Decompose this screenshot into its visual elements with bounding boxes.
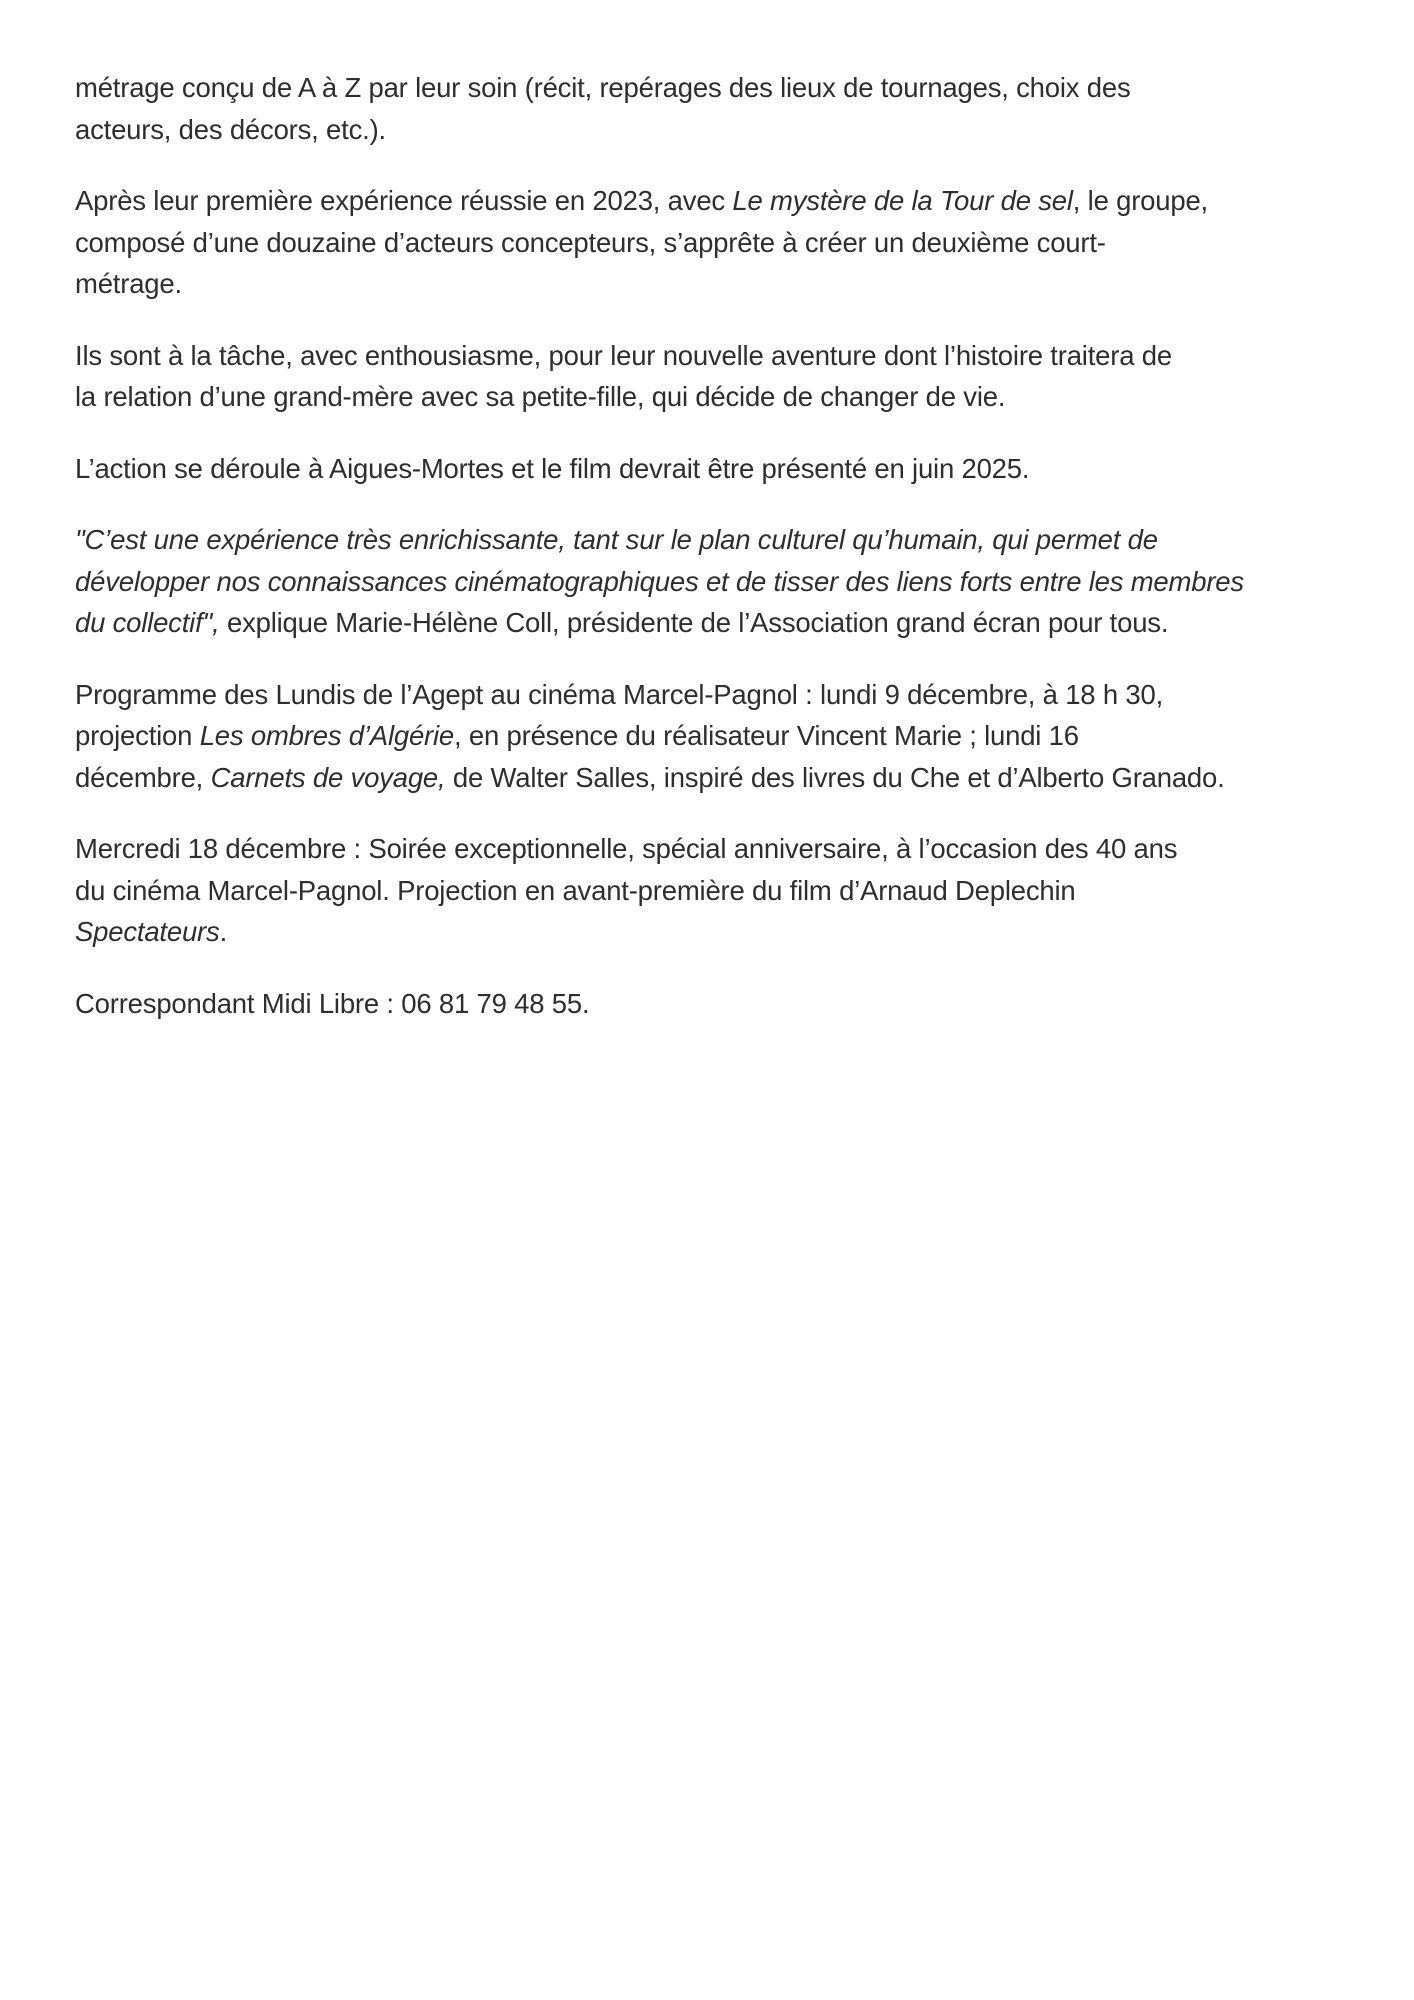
text-line (75, 674, 1367, 716)
film-title-le-mystere: Le mystère de la Tour de sel (732, 185, 1073, 216)
paragraph-programme-lundis (75, 674, 1367, 799)
quote-text: du collectif", (75, 607, 220, 638)
paragraph-premiere-experience (75, 180, 1367, 305)
text-segment: explique Marie-Hélène Coll, présidente de l’Association grand écran pour tous. (219, 607, 1169, 638)
paragraph-citation (75, 519, 1367, 644)
text-line (75, 602, 1367, 644)
text-segment: projection (75, 720, 200, 751)
film-title-carnets-de-voyage: Carnets de voyage, (210, 761, 446, 793)
paragraph-metrage (75, 67, 1367, 150)
film-title-les-ombres: Les ombres d’Algérie (199, 720, 455, 751)
text-segment: Mercredi 18 décembre : Soirée exceptionnelle, spécial anniversaire, à l’occasion des 40 ans (75, 833, 1178, 864)
text-segment: métrage conçu de A à Z par leur soin (récit, repérages des lieux de tournages, choix des (75, 72, 1131, 103)
text-segment: Ils sont à la tâche, avec enthousiasme, pour leur nouvelle aventure dont l’histoire traitera de (75, 339, 1172, 371)
text-segment: Après leur première expérience réussie en 2023, avec (75, 185, 733, 216)
quote-text: développer nos connaissances cinématographiques et de tisser des liens forts entre les membres (75, 565, 1244, 597)
text-segment: décembre, (75, 761, 211, 793)
text-segment: . (219, 916, 228, 947)
text-segment: du cinéma Marcel-Pagnol. Projection en avant-première du film d’Arnaud Deplechin (75, 874, 1076, 906)
text-line (75, 519, 1367, 561)
quote-text: "C’est une expérience très enrichissante, tant sur le plan culturel qu’humain, qui permet de (75, 524, 1158, 555)
paragraph-nouvelle-aventure (75, 335, 1367, 418)
text-segment: , en présence du réalisateur Vincent Marie ; lundi 16 (454, 720, 1079, 751)
text-line (75, 870, 1367, 912)
film-title-spectateurs: Spectateurs (75, 916, 220, 947)
text-segment: la relation d’une grand-mère avec sa petite-fille, qui décide de changer de vie. (75, 381, 1006, 412)
text-line (75, 757, 1367, 799)
text-line (75, 180, 1367, 222)
text-line (75, 335, 1367, 377)
text-line (75, 911, 1367, 953)
text-line (75, 263, 1367, 305)
text-segment: de Walter Salles, inspiré des livres du Che et d’Alberto Granado. (445, 761, 1225, 793)
paragraph-action-aigues-mortes (75, 448, 1367, 490)
text-segment: L’action se déroule à Aigues-Mortes et le film devrait être présenté en juin 2025. (75, 452, 1030, 484)
article-body (75, 67, 1367, 1054)
text-segment: , le groupe, (1072, 185, 1208, 216)
text-line (75, 448, 1367, 490)
text-line (75, 109, 1367, 151)
text-line (75, 561, 1367, 603)
text-segment: composé d’une douzaine d’acteurs concepteurs, s’apprête à créer un deuxième court- (75, 226, 1106, 258)
paragraph-soiree-anniversaire (75, 828, 1367, 953)
text-line (75, 222, 1367, 264)
text-line (75, 983, 1367, 1025)
text-line (75, 67, 1367, 109)
text-segment: Programme des Lundis de l’Agept au cinéma Marcel-Pagnol : lundi 9 décembre, à 18 h 30, (75, 678, 1164, 710)
text-line (75, 715, 1367, 757)
text-segment: acteurs, des décors, etc.). (75, 113, 386, 145)
text-line (75, 828, 1367, 870)
text-segment: métrage. (75, 268, 182, 299)
paragraph-correspondant (75, 983, 1367, 1025)
text-line (75, 376, 1367, 418)
text-segment: Correspondant Midi Libre : 06 81 79 48 55. (75, 987, 590, 1019)
